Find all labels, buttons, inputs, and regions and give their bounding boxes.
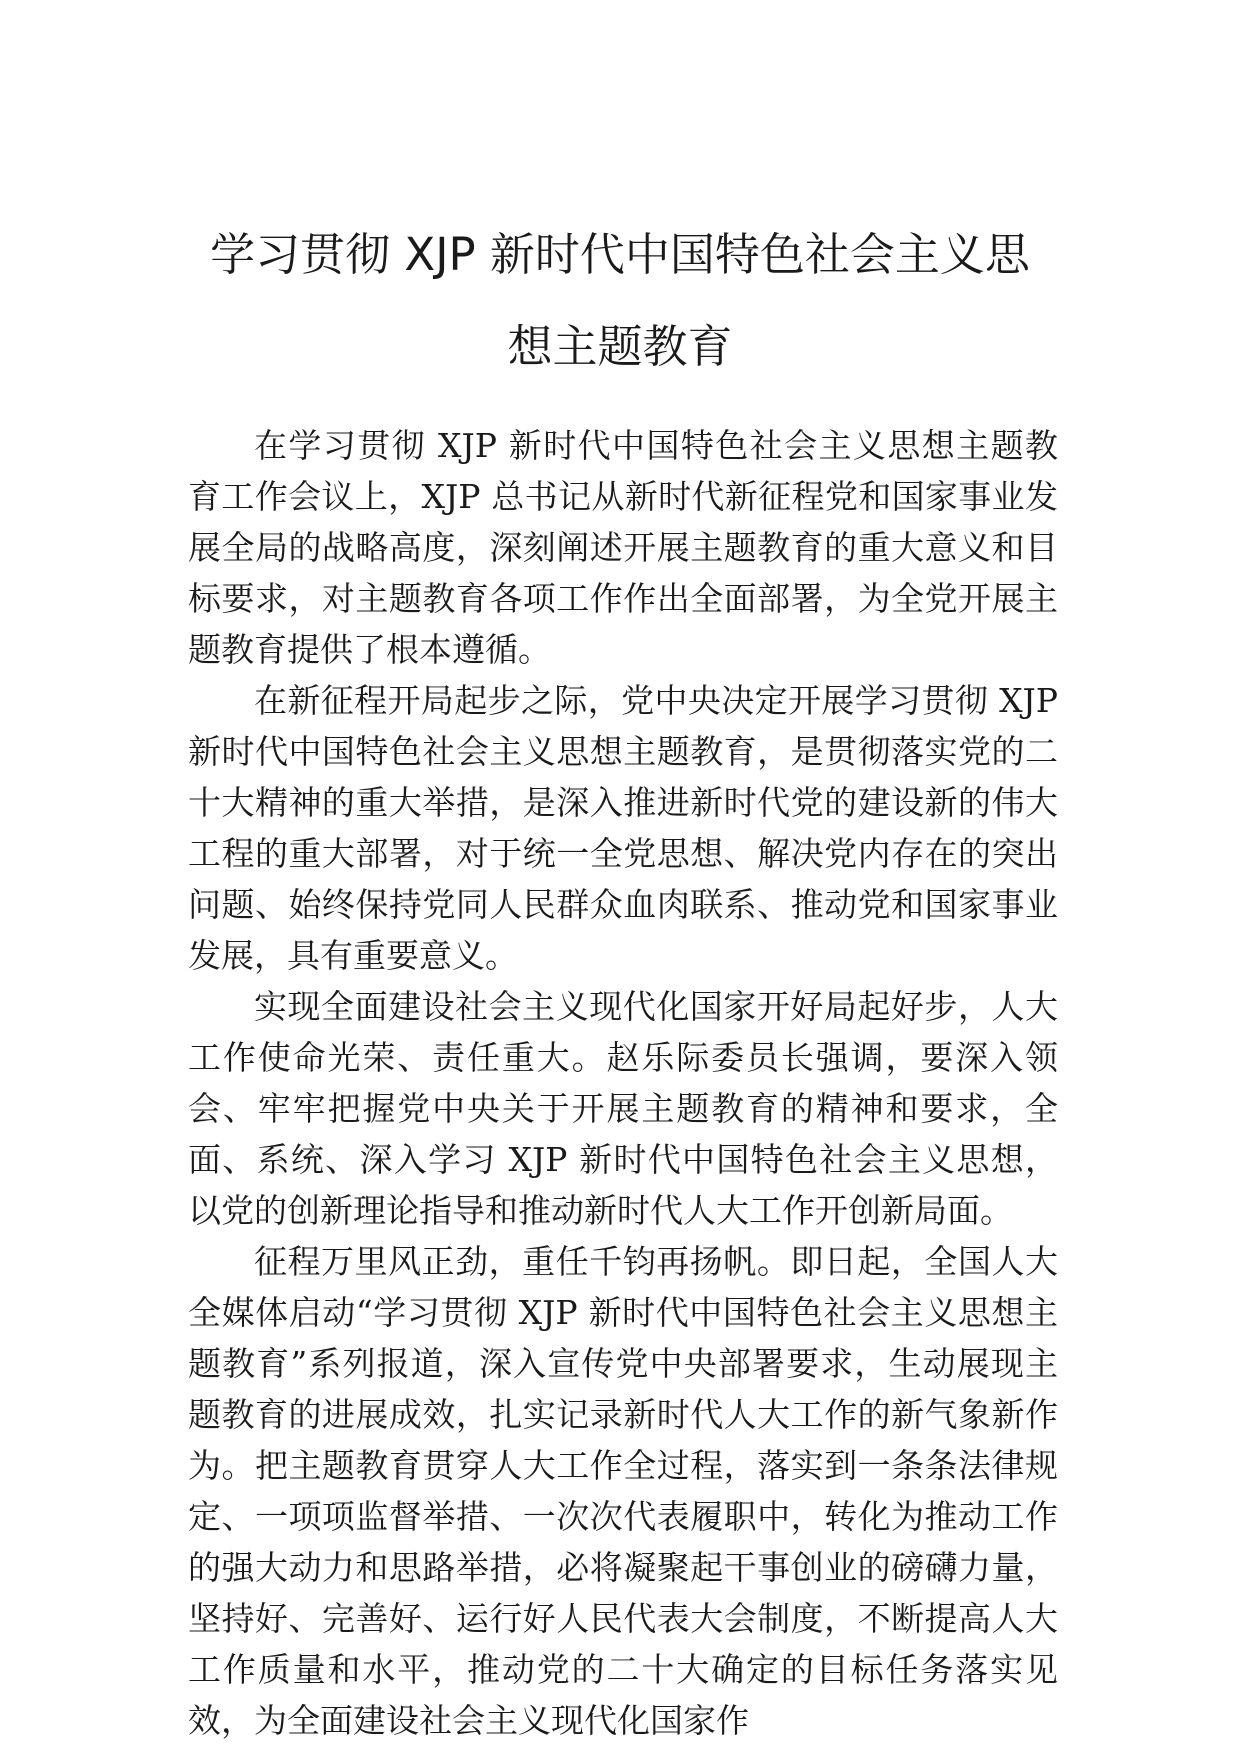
paragraph-2: 在新征程开局起步之际，党中央决定开展学习贯彻 XJP 新时代中国特色社会主义思想主题教育，是贯彻落实党的二十大精神的重大举措，是深入推进新时代党的建设新的伟大工程的重大部署，对于统一全党思想、解决党内存在的突出问题、始终保持党同人民群众血肉联系、推动党和国家事业发展，具有重要意义。 (188, 681, 1058, 975)
paragraph-4: 征程万里风正劲，重任千钧再扬帆。即日起，全国人大全媒体启动“学习贯彻 XJP 新时代中国特色社会主义思想主题教育”系列报道，深入宣传党中央部署要求，生动展现主题教育的进展成效，扎实记录新时代人大工作的新气象新作为。把主题教育贯穿人大工作全过程，落实到一条条法律规定、一项项监督举措、一次次代表履职中，转化为推动工作的强大动力和思路举措，必将凝聚起干事创业的磅礴力量，坚持好、完善好、运行好人民代表大会制度，不断提高人大工作质量和水平，推动党的二十大确定的目标任务落实见效，为全面建设社会主义现代化国家作 (188, 1242, 1058, 1740)
document-title-line-1: 学习贯彻 XJP 新时代中国特色社会主义思 (210, 228, 1030, 281)
document-title-line-2: 想主题教育 (507, 320, 733, 373)
paragraph-1: 在学习贯彻 XJP 新时代中国特色社会主义思想主题教育工作会议上，XJP 总书记从新时代新征程党和国家事业发展全局的战略高度，深刻阐述开展主题教育的重大意义和目标要求，对主题教育各项工作作出全面部署，为全党开展主题教育提供了根本遵循。 (188, 426, 1058, 669)
paragraph-3: 实现全面建设社会主义现代化国家开好局起好步，人大工作使命光荣、责任重大。赵乐际委员长强调，要深入领会、牢牢把握党中央关于开展主题教育的精神和要求，全面、系统、深入学习 XJP 新时代中国特色社会主义思想，以党的创新理论指导和推动新时代人大工作开创新局面。 (188, 987, 1058, 1230)
document-body (188, 420, 1058, 1746)
